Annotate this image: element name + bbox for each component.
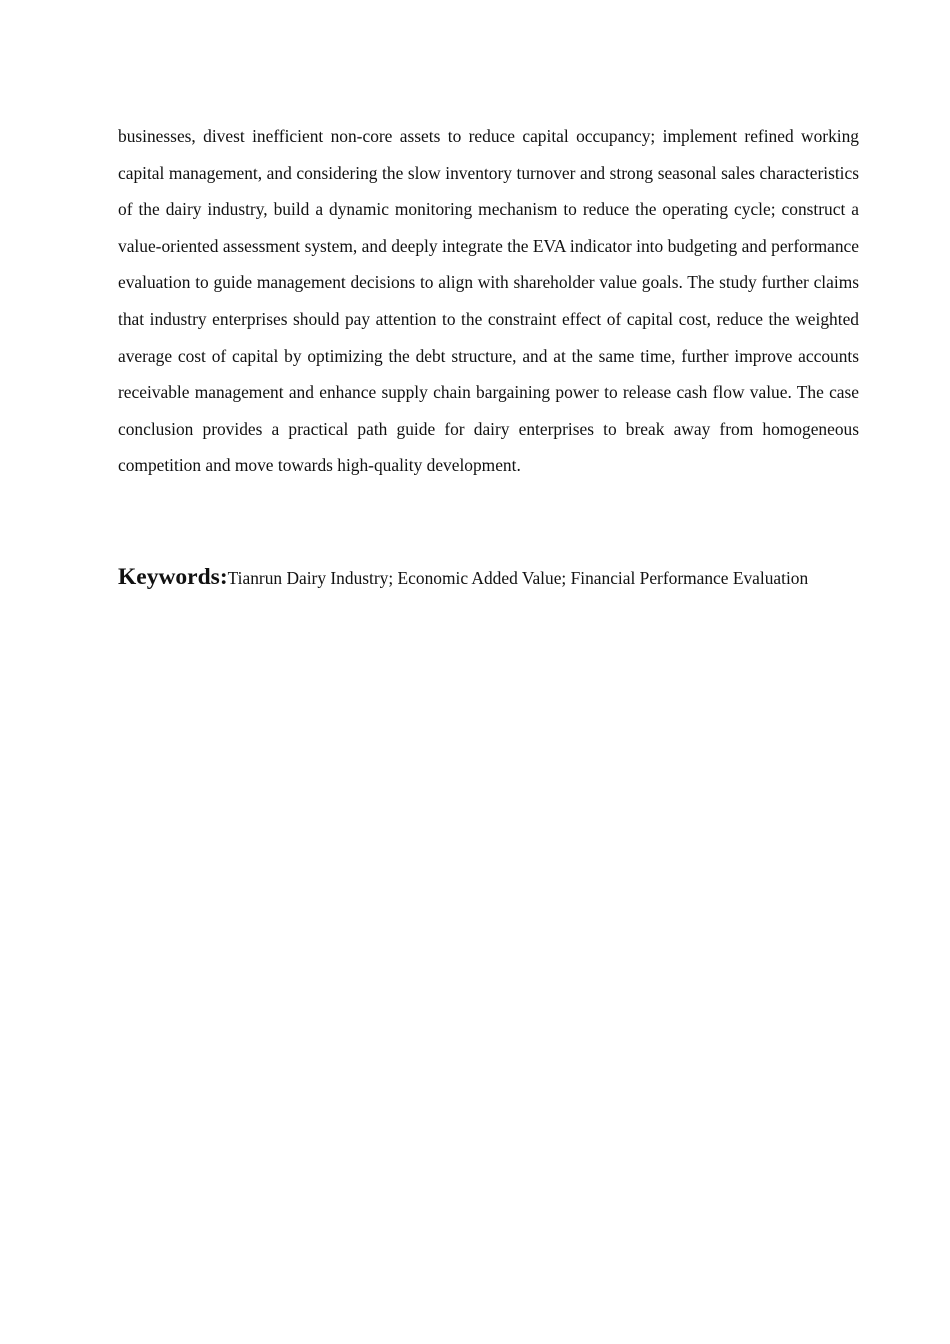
- keywords-label: Keywords:: [118, 564, 228, 590]
- keywords-line: [118, 560, 859, 595]
- abstract-paragraph: businesses, divest inefficient non-core assets to reduce capital occupancy; implement refined working capital management, and considering the slow inventory turnover and strong seasonal sales characteristics of the dairy industry, build a dynamic monitoring mechanism to reduce the operating cycle; construct a value-oriented assessment system, and deeply integrate the EVA indicator into budgeting and performance evaluation to guide management decisions to align with shareholder value goals. The study further claims that industry enterprises should pay attention to the constraint effect of capital cost, reduce the weighted average cost of capital by optimizing the debt structure, and at the same time, further improve accounts receivable management and enhance supply chain bargaining power to release cash flow value. The case conclusion provides a practical path guide for dairy enterprises to break away from homogeneous competition and move towards high-quality development.: [118, 126, 859, 476]
- keywords-text: Tianrun Dairy Industry; Economic Added Value; Financial Performance Evaluation: [227, 568, 809, 588]
